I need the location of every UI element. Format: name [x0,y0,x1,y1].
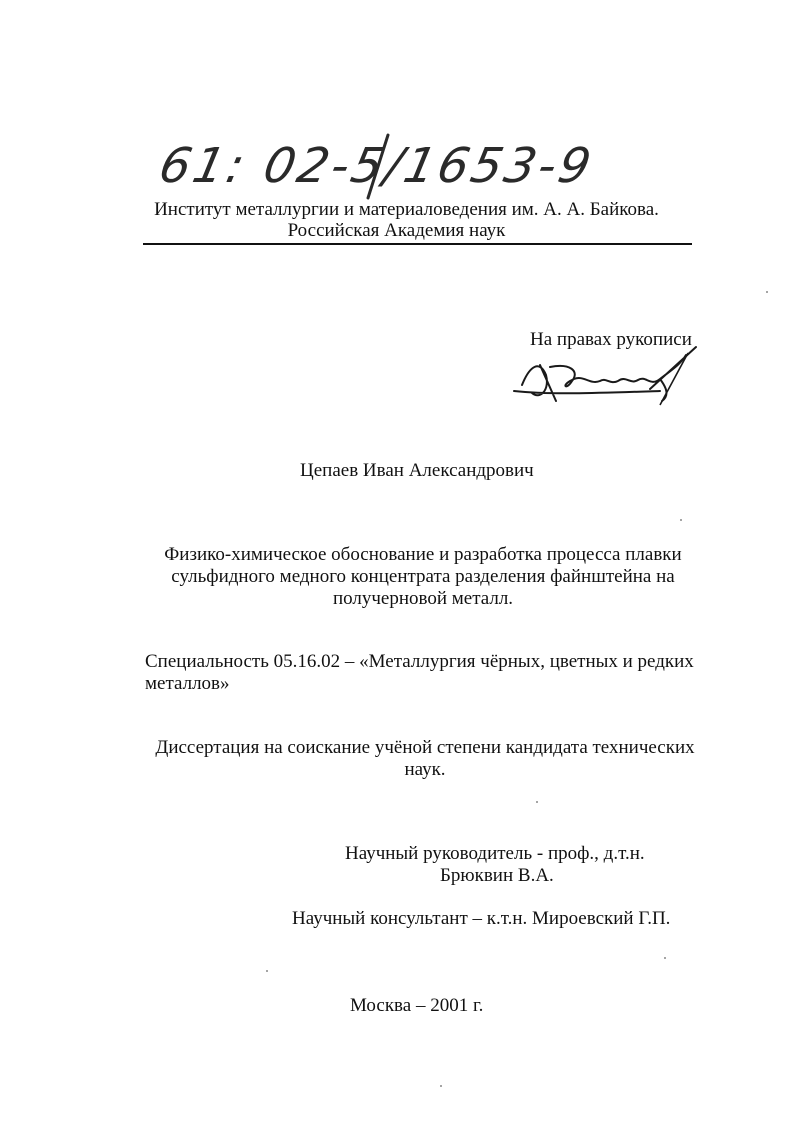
dissertation-degree [145,737,705,781]
title-line: сульфидного медного концентрата разделения файнштейна на [171,566,675,587]
catalog-code-text: 61: 02-5/1653-9 [154,138,590,194]
specialty [145,651,705,695]
signature-image [510,345,710,410]
handwritten-code-svg [150,120,590,200]
degree-line: Диссертация на соискание учёной степени кандидата технических [155,737,695,758]
city-year: Москва – 2001 г. [350,995,484,1016]
institute-name: Институт металлургии и материаловедения им. А. А. Байкова. [154,199,659,220]
header-rule [143,243,692,245]
academy-name: Российская Академия наук [287,220,506,241]
title-line: Физико-химическое обоснование и разработка процесса плавки [164,544,682,565]
author-name: Цепаев Иван Александрович [300,460,534,481]
degree-line: наук. [404,759,446,780]
supervisor-name: Брюквин В.А. [440,865,554,886]
scientific-supervisor [345,843,675,887]
scientific-consultant: Научный консультант – к.т.н. Мироевский Г.П. [292,908,671,929]
handwritten-catalog-code [150,120,590,200]
scan-speck [664,957,666,959]
specialty-line: металлов» [145,673,230,694]
scan-speck [766,291,768,293]
signature-svg [510,345,710,410]
scan-speck [536,801,538,803]
supervisor-title: Научный руководитель - проф., д.т.н. [345,843,645,864]
dissertation-title [143,544,703,610]
scan-speck [440,1085,442,1087]
scan-speck [680,519,682,521]
title-line: получерновой металл. [332,588,514,609]
specialty-line: Специальность 05.16.02 – «Металлургия чёрных, цветных и редких [145,651,694,672]
manuscript-note: На правах рукописи [530,329,692,350]
scan-speck [266,970,268,972]
